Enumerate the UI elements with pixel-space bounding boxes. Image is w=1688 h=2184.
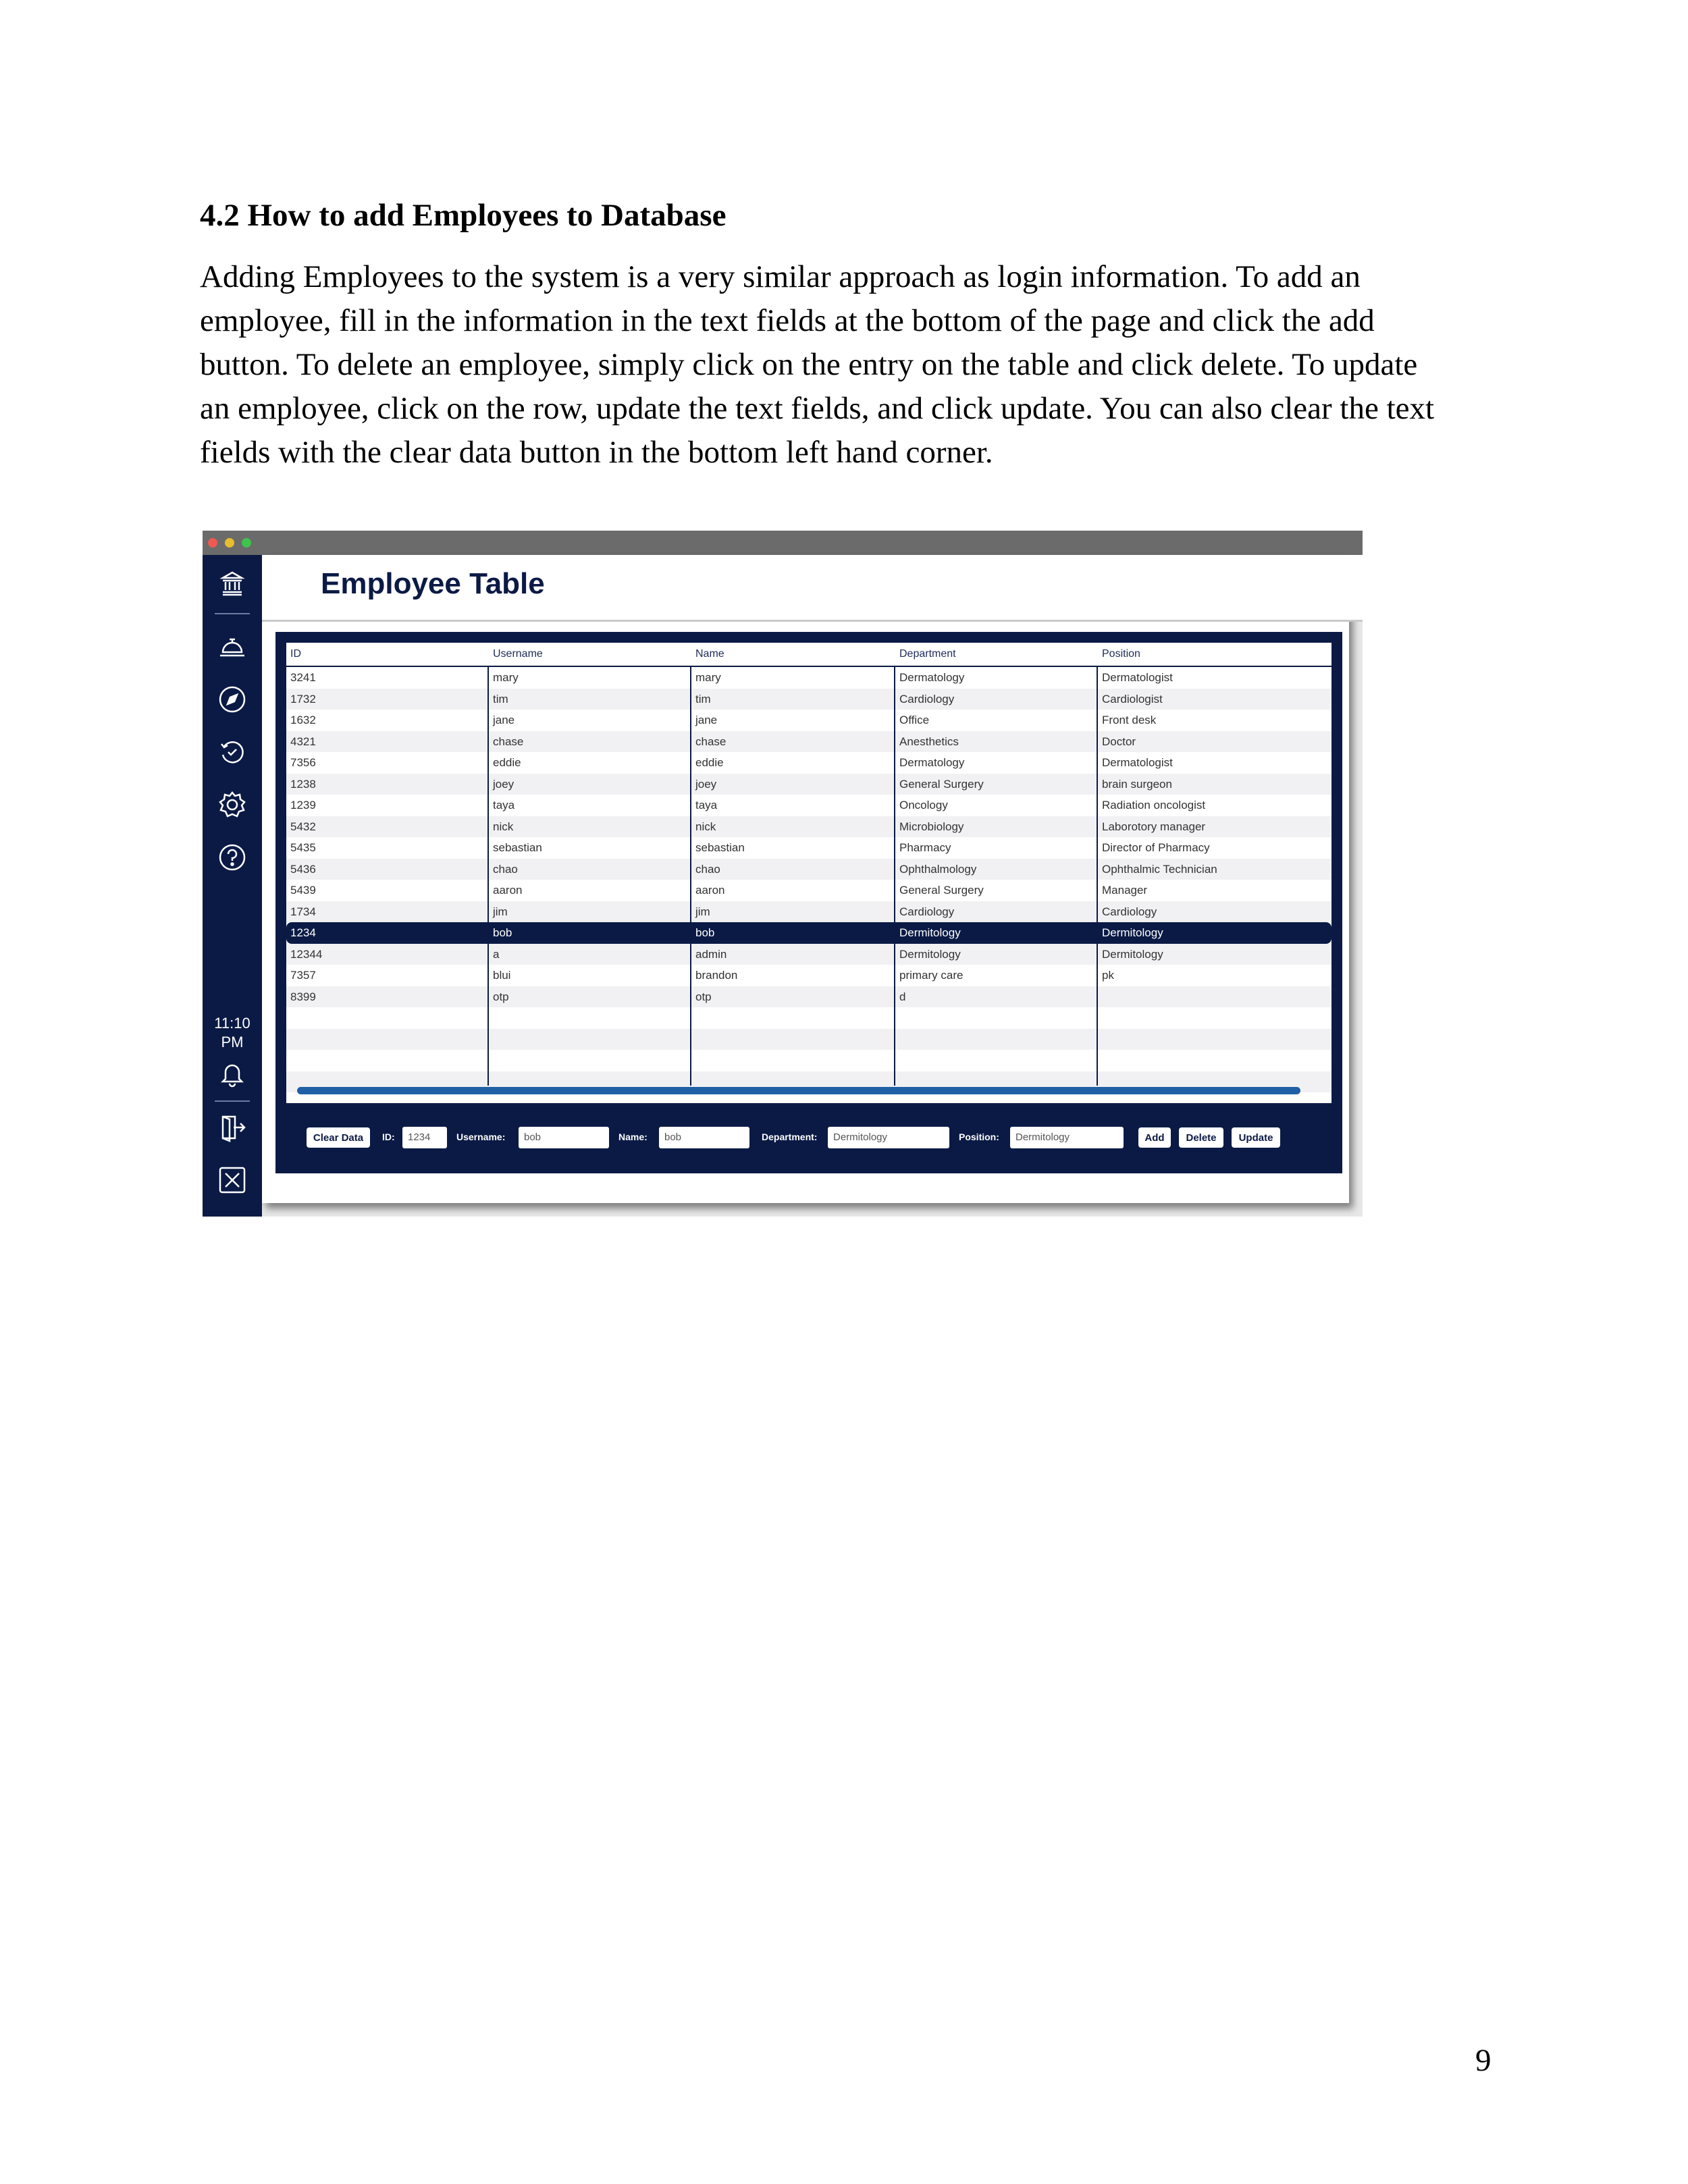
cell-position: Cardiology xyxy=(1102,905,1157,918)
paragraph-line: button. To delete an employee, simply click on the entry on the table and click delete. To update xyxy=(200,347,1418,382)
table-row[interactable] xyxy=(286,1029,1331,1050)
table-row[interactable] xyxy=(286,752,1331,774)
cell-department: Oncology xyxy=(899,799,948,811)
cell-name: chase xyxy=(695,735,727,748)
cell-username: jim xyxy=(493,905,508,918)
page-number: 9 xyxy=(1475,2043,1492,2078)
cell-name: otp xyxy=(695,990,712,1003)
window-titlebar xyxy=(203,531,1363,555)
username-label: Username: xyxy=(456,1131,506,1142)
app-header xyxy=(262,555,1363,622)
paragraph-line: fields with the clear data button in the bottom left hand corner. xyxy=(200,435,993,470)
table-body xyxy=(286,667,1331,1092)
cell-username: joey xyxy=(493,777,515,791)
position-input[interactable]: Dermitology xyxy=(1010,1127,1124,1148)
cell-department: Microbiology xyxy=(899,820,964,833)
cell-position: Dermatologist xyxy=(1102,671,1173,684)
cell-department: Pharmacy xyxy=(899,841,951,854)
cell-username: chase xyxy=(493,735,524,748)
update-button[interactable]: Update xyxy=(1232,1127,1280,1148)
logout-icon[interactable] xyxy=(217,1113,247,1142)
cell-department: Ophthalmology xyxy=(899,862,977,876)
horizontal-scrollbar[interactable] xyxy=(297,1087,1300,1094)
sidebar-divider xyxy=(215,613,250,614)
name-input[interactable]: bob xyxy=(659,1127,749,1148)
cell-department: Dermitology xyxy=(899,926,961,939)
cell-department: Cardiology xyxy=(899,692,955,705)
app-screenshot xyxy=(203,531,1363,1217)
cell-position: Radiation oncologist xyxy=(1102,799,1206,811)
window-close-dot[interactable] xyxy=(208,538,217,548)
cell-position: Dermitology xyxy=(1102,947,1163,961)
table-row[interactable] xyxy=(286,667,1331,689)
id-input[interactable]: 1234 xyxy=(402,1127,447,1148)
table-row[interactable] xyxy=(286,965,1331,986)
cell-department: primary care xyxy=(899,969,964,982)
help-icon[interactable] xyxy=(217,843,247,872)
cell-id: 7357 xyxy=(290,969,316,982)
cell-department: General Surgery xyxy=(899,777,984,791)
cell-id: 7356 xyxy=(290,756,316,769)
employee-table xyxy=(286,643,1331,1103)
cell-id: 12344 xyxy=(290,947,323,961)
column-header-name[interactable]: Name xyxy=(695,648,724,660)
cell-name: mary xyxy=(695,671,721,684)
cell-department: Office xyxy=(899,714,930,726)
table-row[interactable] xyxy=(286,816,1331,838)
cell-position: Director of Pharmacy xyxy=(1102,841,1210,854)
concierge-bell-icon[interactable] xyxy=(217,632,247,662)
cell-username: bob xyxy=(493,926,512,939)
name-label: Name: xyxy=(618,1131,648,1142)
cell-position: Front desk xyxy=(1102,714,1157,726)
clear-data-button[interactable]: Clear Data xyxy=(307,1127,370,1148)
cell-id: 1732 xyxy=(290,692,316,705)
cell-name: aaron xyxy=(695,884,725,897)
id-label: ID: xyxy=(382,1131,395,1142)
username-input[interactable]: bob xyxy=(519,1127,609,1148)
table-row[interactable] xyxy=(286,986,1331,1008)
compass-icon[interactable] xyxy=(217,685,247,714)
clock-time: 11:10 xyxy=(214,1015,250,1032)
cell-department: d xyxy=(899,990,906,1003)
table-row[interactable] xyxy=(286,795,1331,816)
cell-username: aaron xyxy=(493,884,523,897)
cell-name: admin xyxy=(695,947,727,961)
cell-department: Anesthetics xyxy=(899,735,959,748)
cell-department: General Surgery xyxy=(899,884,984,897)
department-input[interactable]: Dermitology xyxy=(828,1127,949,1148)
cell-id: 5439 xyxy=(290,884,316,897)
page-title: Employee Table xyxy=(321,567,545,600)
cell-department: Dermatology xyxy=(899,756,965,769)
history-icon[interactable] xyxy=(217,737,247,767)
column-header-id[interactable]: ID xyxy=(290,648,301,660)
cell-position: Manager xyxy=(1102,884,1148,897)
table-row[interactable] xyxy=(286,710,1331,731)
table-row[interactable] xyxy=(286,1007,1331,1029)
cell-position: Ophthalmic Technician xyxy=(1102,862,1217,876)
cell-id: 5436 xyxy=(290,862,316,876)
gear-icon[interactable] xyxy=(217,790,247,820)
column-divider xyxy=(894,667,895,1086)
section-heading: 4.2 How to add Employees to Database xyxy=(200,198,727,233)
cell-department: Dermitology xyxy=(899,947,961,961)
table-row[interactable] xyxy=(286,859,1331,880)
column-header-position[interactable]: Position xyxy=(1102,648,1140,660)
column-divider xyxy=(487,667,489,1086)
cell-id: 1238 xyxy=(290,777,316,791)
cell-position: Dermitology xyxy=(1102,926,1163,939)
table-row[interactable] xyxy=(286,689,1331,710)
add-button[interactable]: Add xyxy=(1138,1127,1171,1148)
cell-name: chao xyxy=(695,862,720,876)
column-header-username[interactable]: Username xyxy=(493,648,543,660)
cell-name: brandon xyxy=(695,969,738,982)
bell-icon[interactable] xyxy=(217,1059,247,1088)
cell-id: 1632 xyxy=(290,714,316,726)
cell-name: nick xyxy=(695,820,716,833)
cell-position: Cardiologist xyxy=(1102,692,1163,705)
cell-id: 1734 xyxy=(290,905,316,918)
paragraph-line: an employee, click on the row, update the text fields, and click update. You can also clear the text xyxy=(200,391,1435,426)
cell-username: otp xyxy=(493,990,509,1003)
employee-form xyxy=(275,1125,1342,1152)
cell-name: jim xyxy=(695,905,710,918)
table-row[interactable] xyxy=(286,774,1331,795)
cell-name: sebastian xyxy=(695,841,745,854)
column-divider xyxy=(1097,667,1098,1086)
cell-username: taya xyxy=(493,799,515,811)
cell-department: Dermatology xyxy=(899,671,965,684)
sidebar-divider xyxy=(215,1100,250,1102)
cell-name: tim xyxy=(695,692,711,705)
column-header-department[interactable]: Department xyxy=(899,648,956,660)
cell-username: eddie xyxy=(493,756,521,769)
table-row[interactable] xyxy=(286,880,1331,901)
close-icon[interactable] xyxy=(217,1165,247,1195)
cell-name: joey xyxy=(695,777,717,791)
column-divider xyxy=(690,667,691,1086)
table-row[interactable] xyxy=(286,731,1331,753)
cell-name: eddie xyxy=(695,756,724,769)
table-row[interactable] xyxy=(286,901,1331,923)
bank-icon[interactable] xyxy=(217,568,247,598)
cell-position: Laborotory manager xyxy=(1102,820,1206,833)
cell-name: bob xyxy=(695,926,715,939)
cell-position: brain surgeon xyxy=(1102,777,1172,791)
cell-name: taya xyxy=(695,799,718,811)
table-row[interactable] xyxy=(286,1050,1331,1071)
cell-name: jane xyxy=(695,714,718,726)
clock xyxy=(203,1014,262,1052)
instructions-paragraph xyxy=(200,255,1523,475)
cell-id: 3241 xyxy=(290,671,316,684)
cell-department: Cardiology xyxy=(899,905,955,918)
cell-username: nick xyxy=(493,820,514,833)
cell-username: jane xyxy=(493,714,515,726)
cell-username: blui xyxy=(493,969,511,982)
cell-username: a xyxy=(493,947,500,961)
paragraph-line: employee, fill in the information in the text fields at the bottom of the page and click the add xyxy=(200,303,1375,338)
cell-position: Dermatologist xyxy=(1102,756,1173,769)
window-maximize-dot[interactable] xyxy=(242,538,251,548)
cell-id: 1239 xyxy=(290,799,316,811)
cell-id: 5435 xyxy=(290,841,316,854)
employee-panel xyxy=(275,632,1342,1173)
department-label: Department: xyxy=(762,1131,818,1142)
cell-username: tim xyxy=(493,692,508,705)
cell-position: pk xyxy=(1102,969,1114,982)
table-row[interactable] xyxy=(286,944,1331,965)
clock-period: PM xyxy=(221,1034,244,1050)
paragraph-line: Adding Employees to the system is a very similar approach as login information. To add an xyxy=(200,259,1361,294)
cell-username: mary xyxy=(493,671,519,684)
window-minimize-dot[interactable] xyxy=(225,538,234,548)
cell-username: sebastian xyxy=(493,841,542,854)
cell-username: chao xyxy=(493,862,518,876)
position-label: Position: xyxy=(959,1131,999,1142)
cell-position: Doctor xyxy=(1102,735,1136,748)
delete-button[interactable]: Delete xyxy=(1179,1127,1223,1148)
cell-id: 1234 xyxy=(290,926,316,939)
sidebar xyxy=(203,555,262,1217)
selected-table-row[interactable] xyxy=(286,922,1331,944)
cell-id: 4321 xyxy=(290,735,316,748)
table-header xyxy=(286,643,1331,667)
cell-id: 8399 xyxy=(290,990,316,1003)
table-row[interactable] xyxy=(286,837,1331,859)
cell-id: 5432 xyxy=(290,820,316,833)
